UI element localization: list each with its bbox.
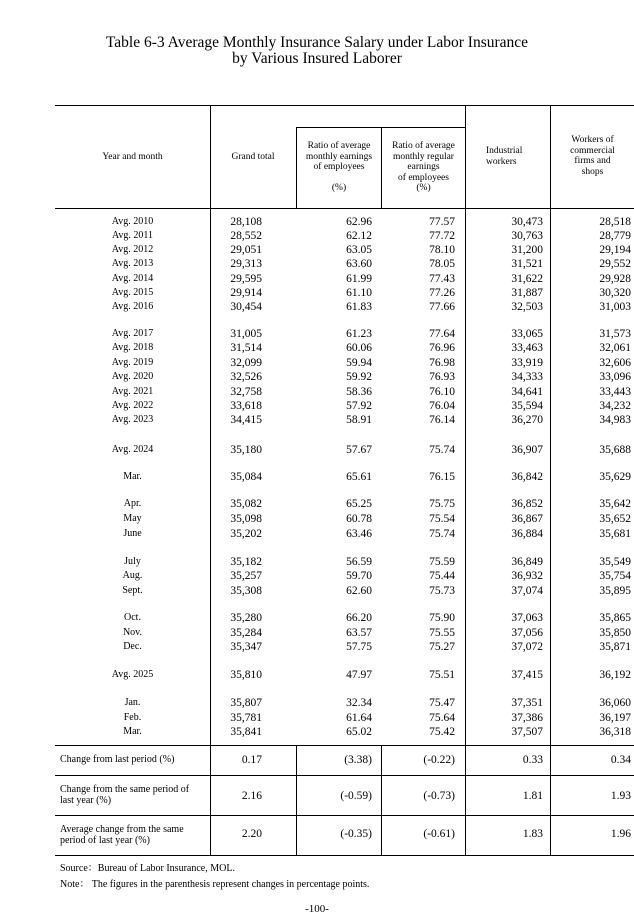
cell-ratio-regular: 76.15: [429, 471, 455, 483]
cell-grand-total: 35,098: [230, 513, 262, 525]
cell-ratio-regular: 75.27: [429, 641, 455, 653]
cell-ratio-earnings: 63.57: [346, 627, 372, 639]
cell-commercial: 32,606: [599, 357, 631, 369]
row-label: June: [123, 528, 142, 539]
cell-industrial: 37,056: [511, 627, 543, 639]
header-ratio-earnings-line: Ratio of average: [307, 141, 371, 151]
cell-ratio-earnings: 58.36: [346, 386, 372, 398]
cell-ratio-regular: 75.90: [429, 612, 455, 624]
row-label: Apr.: [123, 498, 142, 509]
cell-grand-total: 28,552: [230, 230, 262, 242]
cell-ratio-earnings: 62.12: [346, 230, 372, 242]
cell-industrial: 37,063: [511, 612, 543, 624]
header-bottom-rule: [55, 208, 634, 209]
row-label: Avg. 2020: [111, 371, 154, 382]
cell-grand-total: 29,595: [230, 273, 262, 285]
cell-commercial: 31,573: [599, 328, 631, 340]
cell-ratio-earnings: 58.91: [346, 414, 372, 426]
row-label: Sept.: [122, 585, 143, 596]
cell-ratio-regular: 76.10: [429, 386, 455, 398]
row-label: Avg. 2012: [111, 244, 154, 255]
table-row: [0, 257, 634, 271]
footer-row-label: Change from last period (%): [60, 754, 175, 765]
footer-cell-total: 2.20: [241, 828, 262, 840]
cell-ratio-regular: 75.44: [429, 570, 455, 582]
footer-cell-industrial: 0.33: [522, 754, 543, 766]
header-ratio-earnings: [297, 141, 381, 194]
source-note: Source：Bureau of Labor Insurance, MOL.: [60, 863, 235, 874]
cell-ratio-earnings: 61.10: [346, 287, 372, 299]
table-row: [0, 272, 634, 286]
cell-ratio-earnings: 65.25: [346, 498, 372, 510]
row-label: Avg. 2021: [111, 386, 154, 397]
table-row: [0, 370, 634, 384]
cell-ratio-earnings: 59.92: [346, 371, 372, 383]
cell-ratio-regular: 76.93: [429, 371, 455, 383]
cell-grand-total: 35,257: [230, 570, 262, 582]
row-label: Avg. 2022: [111, 400, 154, 411]
row-label: Dec.: [123, 641, 142, 652]
cell-industrial: 36,867: [511, 513, 543, 525]
header-commercial-line: shops: [581, 166, 604, 177]
cell-industrial: 36,884: [511, 528, 543, 540]
cell-commercial: 31,003: [599, 301, 631, 313]
table-row: [0, 215, 634, 229]
cell-commercial: 35,629: [599, 471, 631, 483]
cell-ratio-regular: 75.42: [429, 726, 455, 738]
cell-commercial: 35,865: [599, 612, 631, 624]
cell-commercial: 35,642: [599, 498, 631, 510]
cell-grand-total: 35,182: [230, 556, 262, 568]
cell-ratio-regular: 76.14: [429, 414, 455, 426]
table-row: [0, 385, 634, 399]
cell-commercial: 28,518: [599, 216, 631, 228]
cell-ratio-regular: 76.96: [429, 342, 455, 354]
cell-grand-total: 33,618: [230, 400, 262, 412]
cell-grand-total: 35,810: [230, 669, 262, 681]
cell-industrial: 31,521: [511, 258, 543, 270]
row-label: Jan.: [124, 697, 141, 708]
row-label: Avg. 2013: [111, 258, 154, 269]
cell-industrial: 37,351: [511, 697, 543, 709]
header-ratio-earnings-line: monthly earnings: [305, 151, 373, 162]
cell-industrial: 34,333: [511, 371, 543, 383]
table-title-line1: Table 6-3 Average Monthly Insurance Salary under Labor Insurance: [105, 34, 529, 51]
cell-ratio-earnings: 47.97: [346, 669, 372, 681]
footer-cell-ratio1: (3.38): [344, 754, 372, 766]
cell-commercial: 34,983: [599, 414, 631, 426]
footer-row-change-same-period: [0, 776, 634, 815]
header-commercial: [551, 135, 634, 177]
cell-industrial: 30,763: [511, 230, 543, 242]
cell-ratio-earnings: 61.23: [346, 328, 372, 340]
cell-industrial: 37,507: [511, 726, 543, 738]
cell-industrial: 36,932: [511, 570, 543, 582]
footer-cell-commercial: 1.96: [610, 828, 631, 840]
cell-ratio-regular: 75.74: [429, 528, 455, 540]
row-label: Nov.: [122, 627, 143, 638]
cell-ratio-earnings: 61.99: [346, 273, 372, 285]
cell-grand-total: 31,514: [230, 342, 262, 354]
cell-ratio-earnings: 56.59: [346, 556, 372, 568]
cell-ratio-regular: 75.55: [429, 627, 455, 639]
footer-cell-total: 0.17: [241, 754, 262, 766]
cell-ratio-regular: 76.98: [429, 357, 455, 369]
table-row: [0, 243, 634, 257]
cell-industrial: 31,200: [511, 244, 543, 256]
table-row: [0, 443, 634, 457]
header-ratio-earnings-unit: (%): [331, 183, 347, 193]
cell-industrial: 33,065: [511, 328, 543, 340]
cell-commercial: 28,779: [599, 230, 631, 242]
cell-commercial: 36,192: [599, 669, 631, 681]
cell-ratio-earnings: 32.34: [346, 697, 372, 709]
cell-grand-total: 35,180: [230, 444, 262, 456]
cell-industrial: 37,074: [511, 585, 543, 597]
cell-grand-total: 29,914: [230, 287, 262, 299]
cell-grand-total: 32,526: [230, 371, 262, 383]
cell-commercial: 36,197: [599, 712, 631, 724]
table-row: [0, 413, 634, 427]
cell-ratio-earnings: 63.05: [346, 244, 372, 256]
cell-commercial: 35,549: [599, 556, 631, 568]
cell-ratio-regular: 77.26: [429, 287, 455, 299]
header-ratio-regular: [382, 141, 465, 194]
cell-commercial: 35,652: [599, 513, 631, 525]
cell-grand-total: 35,202: [230, 528, 262, 540]
cell-ratio-earnings: 59.94: [346, 357, 372, 369]
row-label: Oct.: [124, 612, 141, 623]
table-row: [0, 569, 634, 583]
table-row: [0, 470, 634, 484]
cell-ratio-regular: 77.72: [429, 230, 455, 242]
cell-grand-total: 34,415: [230, 414, 262, 426]
cell-commercial: 29,552: [599, 258, 631, 270]
footer-cell-industrial: 1.81: [522, 790, 543, 802]
table-row: [0, 497, 634, 511]
cell-grand-total: 35,284: [230, 627, 262, 639]
cell-industrial: 36,842: [511, 471, 543, 483]
cell-grand-total: 35,084: [230, 471, 262, 483]
cell-ratio-earnings: 65.02: [346, 726, 372, 738]
cell-commercial: 35,754: [599, 570, 631, 582]
header-ratio-regular-line: of employees: [398, 172, 449, 183]
cell-industrial: 37,386: [511, 712, 543, 724]
row-label: May: [123, 513, 142, 524]
cell-industrial: 33,463: [511, 342, 543, 354]
header-ratio-earnings-spacer: [297, 173, 381, 184]
cell-ratio-earnings: 60.78: [346, 513, 372, 525]
header-year-month: Year and month: [102, 152, 163, 162]
table-row: [0, 611, 634, 625]
header-industrial: [466, 146, 550, 167]
row-label: Mar.: [123, 726, 142, 737]
header-ratio-regular-line: earnings: [407, 162, 440, 172]
cell-commercial: 29,194: [599, 244, 631, 256]
header-commercial-line: firms and: [574, 156, 611, 166]
header-grand-total: Grand total: [231, 152, 275, 162]
cell-grand-total: 32,099: [230, 357, 262, 369]
cell-ratio-regular: 77.64: [429, 328, 455, 340]
cell-grand-total: 35,781: [230, 712, 262, 724]
row-label: Avg. 2015: [111, 287, 154, 298]
header-ratio-regular-line: Ratio of average: [392, 141, 455, 151]
table-row: [0, 725, 634, 739]
cell-ratio-earnings: 57.75: [346, 641, 372, 653]
cell-grand-total: 29,051: [230, 244, 262, 256]
table-row: [0, 229, 634, 243]
cell-ratio-regular: 77.66: [429, 301, 455, 313]
cell-industrial: 37,415: [511, 669, 543, 681]
footer-cell-industrial: 1.83: [522, 828, 543, 840]
footer-row-label: Average change from the same period of last year (%): [60, 824, 184, 846]
footer-row-change-last-period: [0, 746, 634, 775]
header-commercial-line: commercial: [570, 145, 615, 156]
cell-ratio-earnings: 66.20: [346, 612, 372, 624]
cell-ratio-earnings: 62.96: [346, 216, 372, 228]
row-label: Avg. 2017: [111, 328, 154, 339]
table-row: [0, 512, 634, 526]
row-label: Feb.: [123, 712, 142, 723]
cell-ratio-regular: 75.64: [429, 712, 455, 724]
cell-grand-total: 35,807: [230, 697, 262, 709]
cell-grand-total: 28,108: [230, 216, 262, 228]
cell-industrial: 30,473: [511, 216, 543, 228]
row-label: Avg. 2019: [111, 357, 154, 368]
cell-ratio-regular: 75.54: [429, 513, 455, 525]
cell-commercial: 35,895: [599, 585, 631, 597]
table-row: [0, 300, 634, 314]
table-row: [0, 555, 634, 569]
cell-ratio-earnings: 61.64: [346, 712, 372, 724]
cell-grand-total: 30,454: [230, 301, 262, 313]
cell-ratio-earnings: 61.83: [346, 301, 372, 313]
cell-ratio-regular: 75.59: [429, 556, 455, 568]
cell-commercial: 36,060: [599, 697, 631, 709]
cell-industrial: 35,594: [511, 400, 543, 412]
cell-ratio-earnings: 60.06: [346, 342, 372, 354]
footer-cell-ratio2: (-0.61): [423, 828, 455, 840]
table-row: [0, 640, 634, 654]
cell-ratio-earnings: 62.60: [346, 585, 372, 597]
cell-ratio-regular: 75.74: [429, 444, 455, 456]
footer-cell-total: 2.16: [241, 790, 262, 802]
cell-ratio-regular: 78.05: [429, 258, 455, 270]
table-row: [0, 711, 634, 725]
cell-commercial: 34,232: [599, 400, 631, 412]
row-label: Avg. 2024: [111, 444, 154, 455]
row-label: Aug.: [122, 570, 143, 581]
cell-industrial: 31,622: [511, 273, 543, 285]
cell-industrial: 36,270: [511, 414, 543, 426]
cell-grand-total: 32,758: [230, 386, 262, 398]
cell-ratio-regular: 75.51: [429, 669, 455, 681]
cell-ratio-earnings: 63.46: [346, 528, 372, 540]
table-row: [0, 399, 634, 413]
header-industrial-line: Industrial: [486, 146, 523, 156]
cell-industrial: 37,072: [511, 641, 543, 653]
cell-ratio-earnings: 57.67: [346, 444, 372, 456]
cell-commercial: 30,320: [599, 287, 631, 299]
cell-industrial: 36,849: [511, 556, 543, 568]
footer-row-average-change: [0, 816, 634, 855]
footer-row-label: Change from the same period of last year (%): [60, 784, 190, 806]
cell-industrial: 34,641: [511, 386, 543, 398]
cell-ratio-earnings: 59.70: [346, 570, 372, 582]
row-label: Avg. 2010: [111, 216, 154, 227]
cell-commercial: 33,096: [599, 371, 631, 383]
cell-grand-total: 29,313: [230, 258, 262, 270]
table-row: [0, 626, 634, 640]
cell-grand-total: 35,082: [230, 498, 262, 510]
footer-cell-commercial: 1.93: [610, 790, 631, 802]
cell-commercial: 35,688: [599, 444, 631, 456]
cell-grand-total: 35,308: [230, 585, 262, 597]
footer-cell-commercial: 0.34: [610, 754, 631, 766]
row-label: Avg. 2025: [111, 669, 154, 680]
table-row: [0, 668, 634, 682]
cell-ratio-regular: 75.75: [429, 498, 455, 510]
row-label: July: [124, 556, 141, 567]
cell-ratio-regular: 75.47: [429, 697, 455, 709]
table-bottom-rule: [55, 855, 634, 856]
header-ratio-regular-unit: (%): [416, 183, 431, 193]
cell-grand-total: 35,347: [230, 641, 262, 653]
table-row: [0, 327, 634, 341]
footer-cell-ratio1: (-0.59): [340, 790, 372, 802]
row-label: Avg. 2016: [111, 301, 154, 312]
cell-grand-total: 35,280: [230, 612, 262, 624]
cell-commercial: 33,443: [599, 386, 631, 398]
cell-grand-total: 35,841: [230, 726, 262, 738]
cell-ratio-earnings: 65.61: [346, 471, 372, 483]
cell-commercial: 35,871: [599, 641, 631, 653]
cell-industrial: 36,907: [511, 444, 543, 456]
table-row: [0, 584, 634, 598]
row-label: Avg. 2018: [111, 342, 154, 353]
footer-cell-ratio2: (-0.73): [423, 790, 455, 802]
header-commercial-line: Workers of: [571, 135, 614, 145]
cell-ratio-regular: 78.10: [429, 244, 455, 256]
row-label: Avg. 2014: [111, 273, 154, 284]
table-row: [0, 286, 634, 300]
cell-ratio-regular: 76.04: [429, 400, 455, 412]
table-row: [0, 527, 634, 541]
cell-ratio-regular: 75.73: [429, 585, 455, 597]
cell-industrial: 33,919: [511, 357, 543, 369]
cell-ratio-regular: 77.43: [429, 273, 455, 285]
cell-commercial: 36,318: [599, 726, 631, 738]
header-ratio-regular-line: monthly regular: [393, 151, 454, 162]
cell-grand-total: 31,005: [230, 328, 262, 340]
row-label: Mar.: [123, 471, 142, 482]
cell-commercial: 35,850: [599, 627, 631, 639]
cell-commercial: 29,928: [599, 273, 631, 285]
row-label: Avg. 2011: [111, 230, 154, 241]
cell-industrial: 32,503: [511, 301, 543, 313]
cell-ratio-regular: 77.57: [429, 216, 455, 228]
header-ratio-earnings-line: of employees: [313, 162, 365, 172]
footnote: Note： The figures in the parenthesis represent changes in percentage points.: [60, 879, 370, 890]
cell-ratio-earnings: 63.60: [346, 258, 372, 270]
table-row: [0, 341, 634, 355]
page-number: -100-: [305, 903, 329, 915]
cell-industrial: 31,887: [511, 287, 543, 299]
footer-cell-ratio2: (-0.22): [423, 754, 455, 766]
table-title-line2: by Various Insured Laborer: [232, 50, 402, 67]
table-top-rule: [55, 105, 634, 106]
table-row: [0, 696, 634, 710]
cell-commercial: 32,061: [599, 342, 631, 354]
cell-industrial: 36,852: [511, 498, 543, 510]
cell-ratio-earnings: 57.92: [346, 400, 372, 412]
row-label: Avg. 2023: [111, 414, 154, 425]
cell-commercial: 35,681: [599, 528, 631, 540]
table-row: [0, 356, 634, 370]
header-industrial-line: workers: [486, 156, 517, 167]
footer-cell-ratio1: (-0.35): [340, 828, 372, 840]
